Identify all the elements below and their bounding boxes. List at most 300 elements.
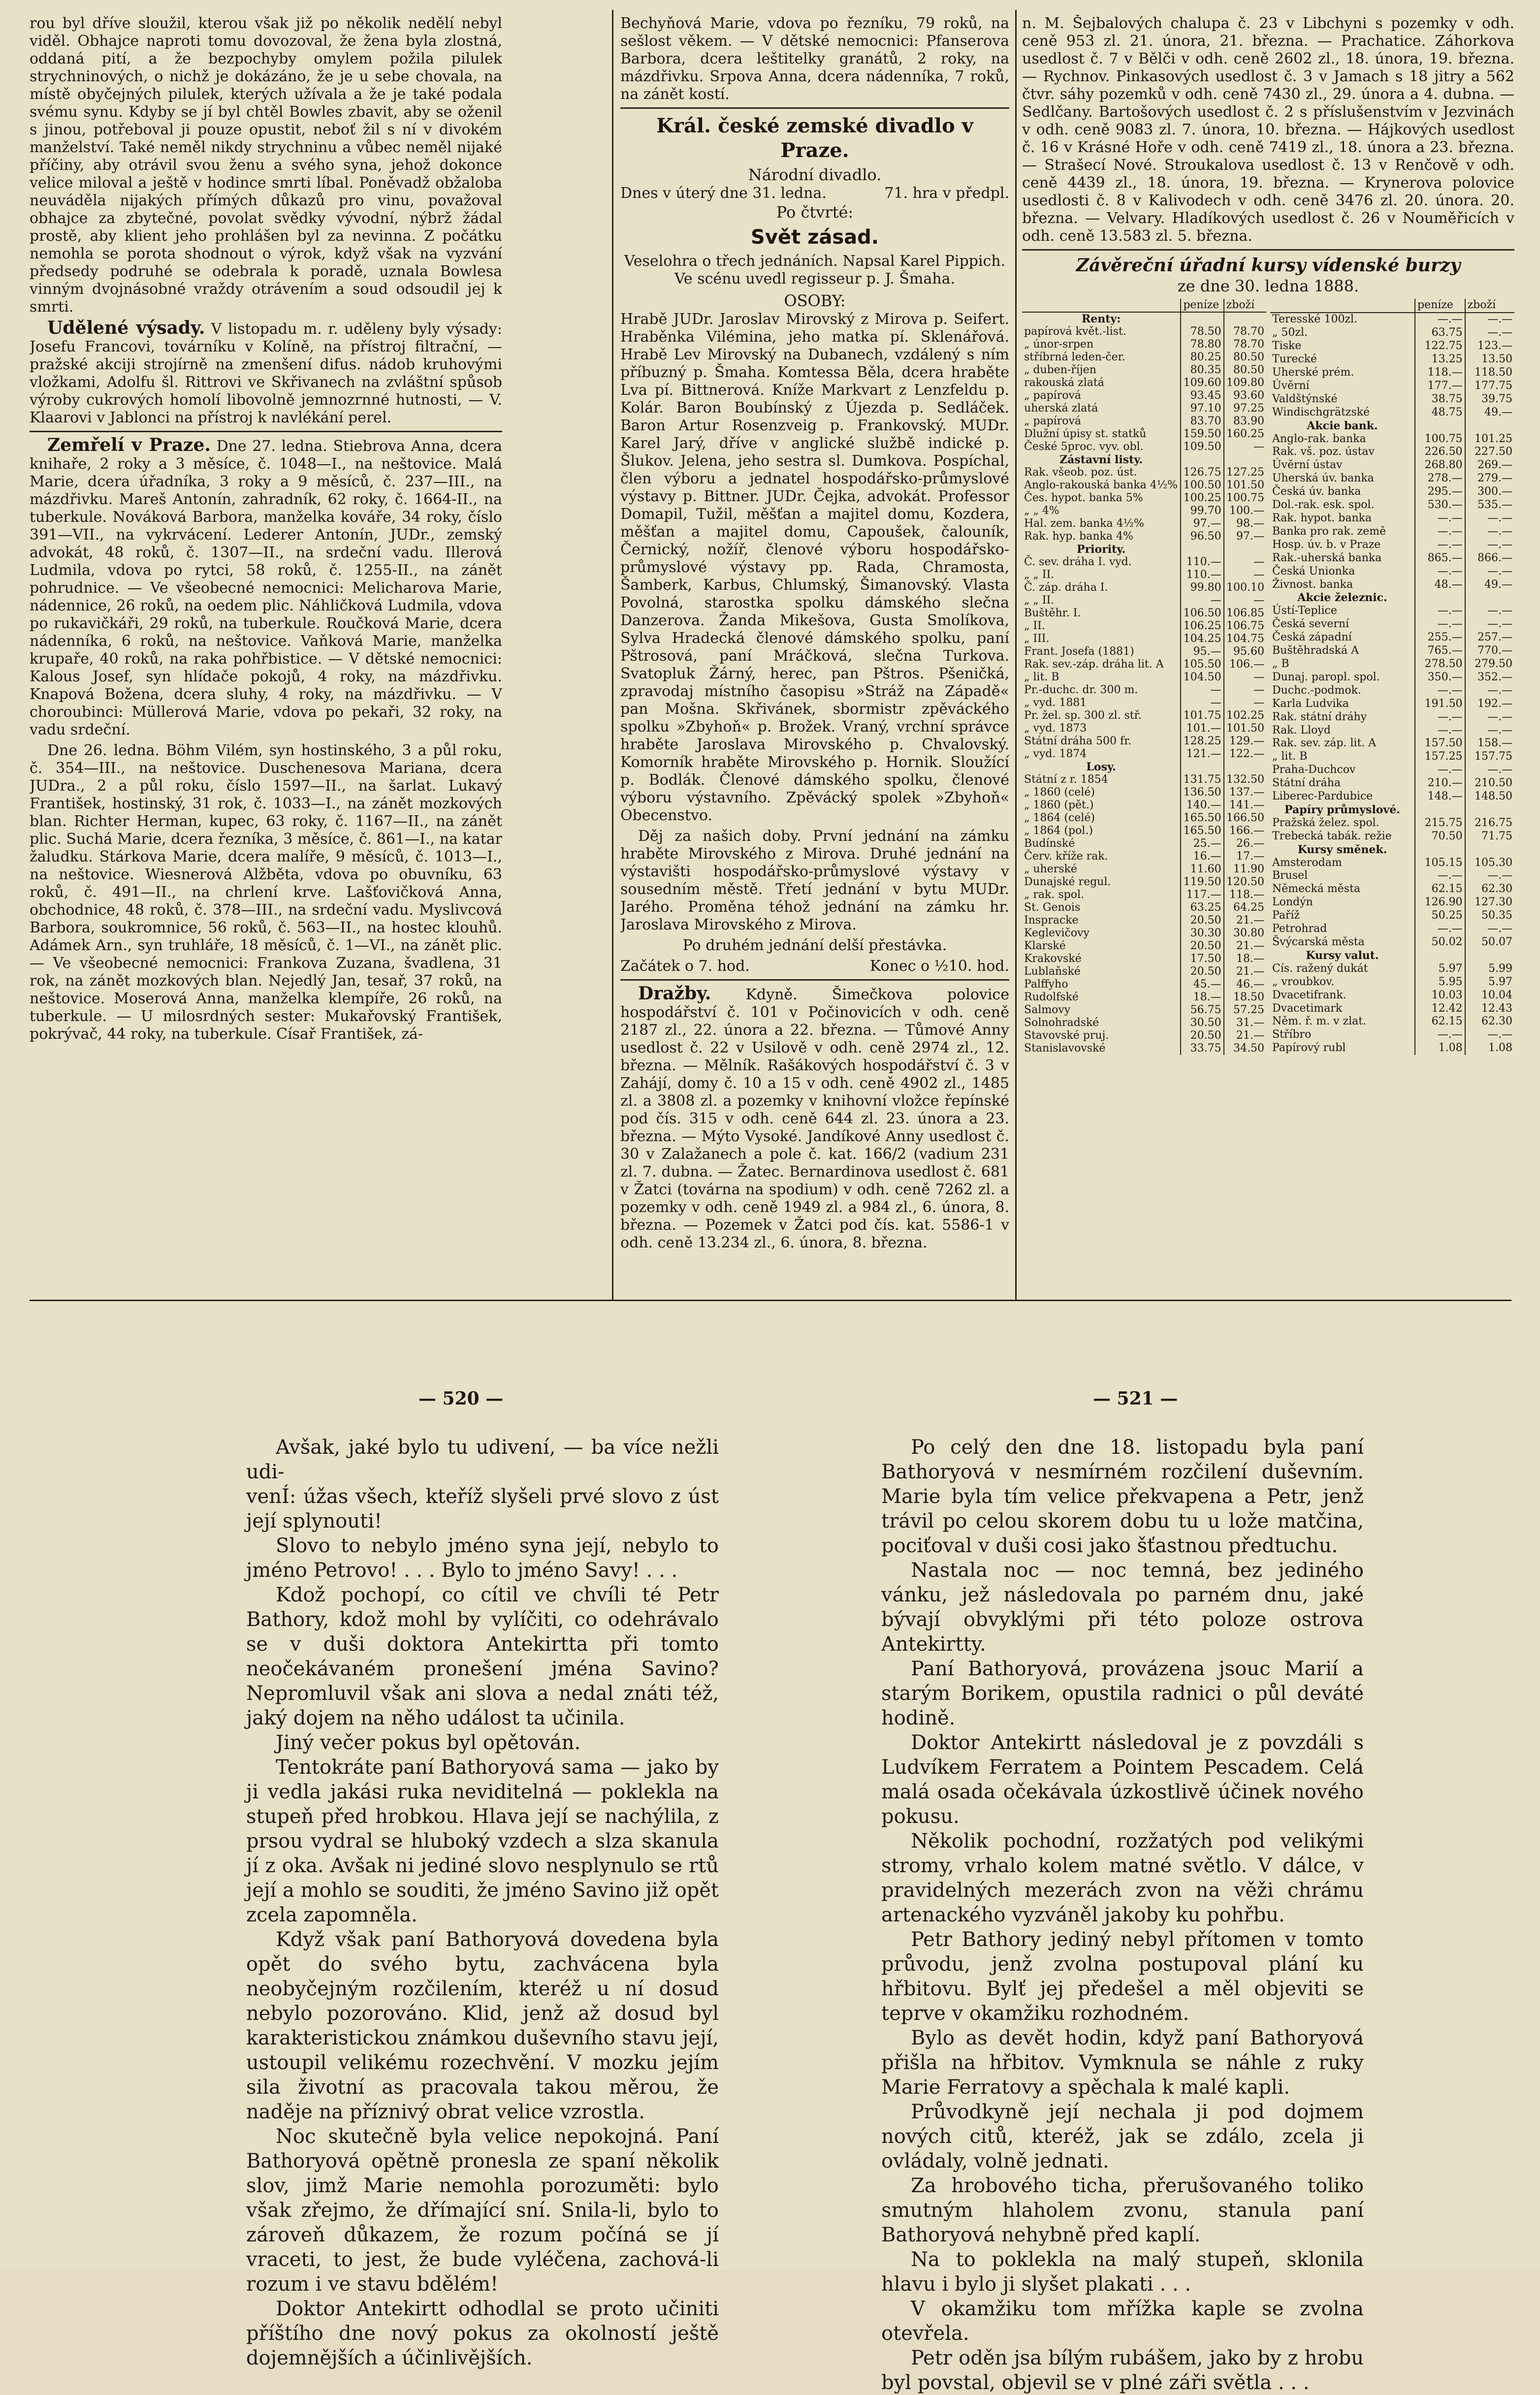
table-row (1022, 325, 1266, 338)
bid-price: 865.— (1415, 551, 1465, 565)
security-name: „ duben-říjen (1024, 364, 1096, 376)
ask-price: 62.30 (1465, 883, 1514, 896)
cast-heading: OSOBY: (784, 291, 846, 310)
bid-price: 165.50 (1181, 812, 1223, 825)
auctions-heading: Dražby. (638, 983, 711, 1004)
ask-price: 106.85 (1224, 607, 1266, 620)
bid-price: 530.— (1415, 499, 1465, 512)
table-row (1022, 505, 1266, 517)
security-name: Valdštýnské (1272, 392, 1338, 405)
ask-price: 166.50 (1224, 812, 1266, 825)
table-row (1270, 1028, 1514, 1042)
table-row (1022, 1017, 1266, 1029)
bid-price: 157.50 (1415, 737, 1465, 750)
table-row (1270, 737, 1514, 750)
ask-price: — (1224, 684, 1266, 697)
ask-price: —.— (1465, 710, 1514, 724)
table-row (1022, 709, 1266, 722)
security-name: „ lit. B (1024, 671, 1059, 683)
table-row (1270, 485, 1514, 499)
table-row (1022, 556, 1266, 569)
bid-price: 63.25 (1181, 901, 1223, 914)
security-name: Cís. ražený dukát (1272, 962, 1368, 975)
bid-price: 97.— (1181, 517, 1223, 530)
bid-price: —.— (1415, 710, 1465, 724)
page-number-right: — 521 — (1093, 1388, 1178, 1409)
table-row (1022, 863, 1266, 876)
ask-price: 118.— (1224, 889, 1266, 901)
ask-price: —.— (1465, 313, 1514, 326)
security-name: Dunajské regul. (1024, 876, 1111, 888)
table-row (1270, 551, 1514, 565)
table-row (1022, 312, 1266, 325)
ask-price: 30.80 (1224, 927, 1266, 940)
ask-price: 21.— (1224, 914, 1266, 927)
bid-price: 11.60 (1181, 863, 1223, 876)
security-name: „ 1860 (celé) (1024, 786, 1095, 798)
table-row (1270, 949, 1514, 962)
bid-price (1181, 543, 1223, 556)
column-header: zboží (1465, 299, 1514, 313)
ask-price: 49.— (1465, 578, 1514, 591)
bid-price: 350.— (1415, 671, 1465, 684)
table-row (1022, 991, 1266, 1004)
bid-price: 1.08 (1415, 1042, 1465, 1055)
security-name: Rudolfské (1024, 991, 1079, 1003)
ask-price: — (1224, 671, 1266, 684)
table-row (1022, 927, 1266, 940)
security-name: „ uherské (1024, 863, 1077, 875)
auctions-text: Kdyně. Šimečkova polovice hospodářství č. 101 v Počinovicích v odh. ceně 2187 zl., 22. února a 22. března. — Tůmové Anny usedlost č. 22 v Usilově v odh. ceně 2974 zl., 12. března. — Mělník. Rašákových hospodářství č. 3 v Zahájí, domy č. 10 a 15 v odh. ceně 4902 zl., 1485 zl. a 3808 zl. a pozemky v knihovní vložce řepínské pod čís. 315 v odh. ceně 644 zl. 23. února a 23. března. — Mýto Vysoké. Jandíkové Anny usedlost č. 30 v Zalažanech a pole č. kat. 166/2 (vadium 231 zl. 7. dubna. — Žatec. Bernardinova usedlost č. 681 v Žatci (továrna na spodium) v odh. ceně 7262 zl. a pozemky v odh. ceně 1949 zl. a 984 zl., 6. února, 8. března. — Pozemek v Žatci pod čís. kat. 5586-1 v odh. ceně 13.234 zl., 6. února, 8. března. (620, 986, 1009, 1251)
security-name: „ „ II. (1024, 594, 1055, 607)
ask-price: 227.50 (1465, 446, 1514, 459)
ask-price: 64.25 (1224, 901, 1266, 914)
ask-price: 101.25 (1465, 432, 1514, 446)
ask-price: 866.— (1465, 551, 1514, 565)
ask-price: 352.— (1465, 671, 1514, 684)
security-name: Uherské prém. (1272, 366, 1354, 379)
table-row (1022, 901, 1266, 914)
column-2 (620, 15, 1009, 1285)
security-name: Čes. hypot. banka 5% (1024, 492, 1143, 504)
table-row (1270, 419, 1514, 432)
security-name: „ III. (1024, 633, 1050, 645)
story-paragraph: Noc skutečně byla velice nepokojná. Paní Bathoryová opětně pronesla ze spaní několik slov, jimž Marie nemohla porozuměti: bylo však zřejmo, že dřímající sní. Snila-li, bylo to zároveň důkazem, že rozum počíná se jí vraceti, to jest, že bude vyléčena, zachová-li rozum i ve stavu bdělém! (246, 2125, 719, 2296)
story-paragraph: Několik pochodní, rozžatých pod velikými stromy, vrhalo kolem matné světlo. V dálce, v pravidelných mezerách zvon na věži chrámu artenackého vyzváněl jakoby ku pohřbu. (881, 1830, 1364, 1926)
table-row (1270, 697, 1514, 710)
ask-price: 50.07 (1465, 936, 1514, 949)
ask-price: 127.25 (1224, 466, 1266, 479)
timing-line (620, 958, 1009, 975)
table-row (1022, 377, 1266, 389)
security-name: Amsterodam (1272, 856, 1342, 869)
table-row (1022, 914, 1266, 927)
bid-price: 30.30 (1181, 927, 1223, 940)
ask-price: 158.— (1465, 737, 1514, 750)
bid-price: 80.35 (1181, 364, 1223, 377)
bid-price: 119.50 (1181, 876, 1223, 889)
bid-price: 80.25 (1181, 351, 1223, 364)
security-name: papírová květ.-list. (1024, 325, 1126, 338)
table-row (1270, 909, 1514, 923)
ask-price: 100.75 (1224, 492, 1266, 505)
security-name: Rak. Lloyd (1272, 724, 1331, 736)
bid-price (1415, 591, 1465, 605)
ask-price: —.— (1465, 684, 1514, 697)
ask-price: 177.75 (1465, 380, 1514, 393)
table-row (1022, 889, 1266, 901)
ask-price: 105.30 (1465, 856, 1514, 869)
security-name: Windischgrätzské (1272, 406, 1370, 418)
story-paragraph: Bylo as devět hodin, když paní Bathoryová přišla na hřbitov. Vymknula se náhle z ruky Marie Ferratovy a spěchala k malé kapli. (881, 2027, 1364, 2099)
security-name: Dvacetifrank. (1272, 989, 1347, 1001)
security-name: Palffyho (1024, 978, 1068, 990)
ask-price: 21.— (1224, 1029, 1266, 1042)
table-row (1270, 883, 1514, 896)
ask-price: —.— (1465, 869, 1514, 883)
security-name: Duchc.-podmok. (1272, 684, 1361, 697)
play-genre: Veselohra o třech jednáních. Napsal Karel Pippich. Ve scénu uvedl regisseur p. J. Šmaha. (624, 253, 1006, 287)
security-name: Akcie železnic. (1297, 591, 1387, 605)
ask-price: — (1224, 441, 1266, 453)
story-paragraph: Za hrobového ticha, přerušovaného toliko smutným hlaholem zvonu, stanula paní Bathoryová nehybně před kaplí. (881, 2174, 1364, 2246)
table-row (1270, 856, 1514, 869)
ask-price: 71.75 (1465, 830, 1514, 843)
divider (620, 979, 1009, 981)
ask-price: 137.— (1224, 786, 1266, 799)
bid-price: 20.50 (1181, 965, 1223, 978)
security-name: Keglevičovy (1024, 927, 1090, 939)
ask-price: 83.90 (1224, 415, 1266, 428)
ask-price: 148.50 (1465, 790, 1514, 803)
security-name: „ 1860 (pět.) (1024, 799, 1094, 811)
table-row (1022, 850, 1266, 863)
table-row (1270, 750, 1514, 764)
ask-price: —.— (1465, 525, 1514, 538)
scene-description: Děj za našich doby. První jednání na zámku hraběte Mirovského z Mirova. Druhé jednání na výstavišti hospodářsko-průmyslové výstavy v sousedním městě. Třetí jednání v bytu MUDr. Jarého. Proměna téhož jednání na zámku hr. Jaroslava Mirovského z Mirova. (620, 828, 1009, 933)
table-row (1022, 594, 1266, 607)
table-row (1022, 479, 1266, 492)
security-name: „ vyd. 1874 (1024, 748, 1087, 760)
bid-price: —.— (1415, 869, 1465, 883)
deaths-text-1: Dne 27. ledna. Stiebrova Anna, dcera knihaře, 2 roky a 3 měsíce, č. 1048—I., na neštovice. Malá Marie, dcera úřadníka, 3 roky a 9 měsíců, č. 237—III., na mázdřivku. Mareš Antonín, zahradník, 62 roky, č. 1664-II., na tuberkule. Nováková Barbora, manželka kováře, 34 roky, číslo 391—VII., na vykrvácení. Lederer Antonín, JUDr., zemský advokát, 48 roků, č. 1307—II., na srdeční vadu. Illerová Ludmila, vdova po rytci, 58 roků, č. 1255-II., na zánět pohrudnice. — Ve všeobecné nemocnici: Melicharova Marie, nádennice, 26 roků, na oedem plic. Náhličková Ludmila, vdova po rukavičkáři, 29 roků, na tuberkule. Roučková Marie, dcera nádenníka, 6 roků, na neštovice. Vaňková Marie, manželka krupaře, 40 roků, na raka pohřbistice. — V dětské nemocnici: Kalous Josef, syn hlídače pokojů, 4 roky, na mázdřivku. Knapová Božena, dcera sluhy, 4 roky, na mázdřivku. — V choroubinci: Müllerová Marie, vdova po pekaři, 32 roky, na vadu srdeční. (30, 438, 502, 738)
table-row (1270, 340, 1514, 353)
table-row (1270, 565, 1514, 578)
ask-price: 257.— (1465, 631, 1514, 644)
table-row (1270, 684, 1514, 697)
bid-price: 95.— (1181, 645, 1223, 658)
bid-price: 126.90 (1415, 896, 1465, 909)
bid-price: —.— (1415, 684, 1465, 697)
security-name: Petrohrad (1272, 923, 1327, 935)
bid-price: —.— (1415, 1028, 1465, 1042)
bid-price (1415, 419, 1465, 432)
bid-price: 62.15 (1415, 883, 1465, 896)
ask-price: 210.50 (1465, 777, 1514, 790)
bid-price: 78.80 (1181, 338, 1223, 351)
ask-price: 46.— (1224, 978, 1266, 991)
table-row (1270, 313, 1514, 326)
security-name: Č. sev. dráha I. vyd. (1024, 556, 1132, 568)
security-name: České 5proc. vyv. obl. (1024, 441, 1144, 453)
ask-price: 62.30 (1465, 1015, 1514, 1028)
table-row (1022, 569, 1266, 581)
bid-price: 97.10 (1181, 402, 1223, 415)
security-name: „ vyd. 1881 (1024, 697, 1087, 709)
ask-price: 100.10 (1224, 581, 1266, 594)
security-name: Priority. (1077, 543, 1126, 556)
security-name: Inspracke (1024, 914, 1079, 926)
security-name: uherská zlatá (1024, 402, 1098, 415)
table-row (1022, 1029, 1266, 1042)
table-row (1270, 1002, 1514, 1015)
table-row (1022, 697, 1266, 709)
story-paragraph: Doktor Antekirtt následoval je z povzdáli s Ludvíkem Ferratem a Pointem Pescadem. Celá malá osada očekávala úzkostlivě účinek nového pokusu. (881, 1731, 1364, 1828)
ask-price: —.— (1465, 538, 1514, 551)
bid-price (1415, 843, 1465, 856)
bid-price: 140.— (1181, 799, 1223, 812)
table-row (1022, 543, 1266, 556)
bid-price: —.— (1415, 764, 1465, 777)
security-name: „ papírová (1024, 389, 1082, 402)
ask-price: 122.— (1224, 748, 1266, 761)
ask-price (1224, 453, 1266, 466)
security-name: Hal. zem. banka 4½% (1024, 517, 1144, 530)
bid-price: 191.50 (1415, 697, 1465, 710)
table-row (1022, 620, 1266, 633)
table-row (1270, 843, 1514, 856)
table-row (1022, 338, 1266, 351)
stock-table-left (1022, 299, 1266, 1055)
security-name: Rak. hyp. banka 4% (1024, 530, 1133, 543)
security-name: Dvacetimark (1272, 1002, 1343, 1015)
bid-price: —.— (1415, 618, 1465, 631)
security-name: Solnohradské (1024, 1017, 1099, 1029)
table-row (1270, 962, 1514, 975)
security-name: „ II. (1024, 620, 1045, 632)
ask-price: 18.— (1224, 953, 1266, 965)
security-name: „ papírová (1024, 415, 1082, 427)
bid-price: 121.— (1181, 748, 1223, 761)
table-row (1270, 605, 1514, 618)
security-name: Praha-Duchcov (1272, 764, 1356, 776)
security-name: Státní z r. 1854 (1024, 773, 1108, 786)
ask-price: 132.50 (1224, 773, 1266, 786)
table-row (1270, 816, 1514, 830)
table-row (1270, 459, 1514, 472)
bid-price: 226.50 (1415, 446, 1465, 459)
bid-price: 18.— (1181, 991, 1223, 1004)
table-row (1270, 975, 1514, 989)
bid-price: 12.42 (1415, 1002, 1465, 1015)
table-row (1270, 644, 1514, 658)
story-paragraph: Jiný večer pokus byl opětován. (276, 1731, 581, 1754)
ask-price (1465, 591, 1514, 605)
ask-price: 97.— (1224, 530, 1266, 543)
ask-price: 279.— (1465, 472, 1514, 485)
security-name: Ústí-Teplice (1272, 605, 1337, 617)
bid-price: 5.95 (1415, 975, 1465, 989)
bid-price: 210.— (1415, 777, 1465, 790)
bid-price: 93.45 (1181, 389, 1223, 402)
table-row (1022, 773, 1266, 786)
security-name: „ „ II. (1024, 569, 1055, 581)
table-row (1022, 389, 1266, 402)
story-paragraph: venÍ: úžas všech, kteříž slyšeli prvé slovo z úst její splynouti! (246, 1485, 719, 1533)
security-name: Anglo-rak. banka (1272, 432, 1366, 445)
security-name: Rak. sev.-záp. dráha lit. A (1024, 658, 1164, 671)
table-row (1270, 512, 1514, 525)
bid-price: 78.50 (1181, 325, 1223, 338)
page-number-left: — 520 — (418, 1388, 504, 1409)
bid-price: 5.97 (1415, 962, 1465, 975)
table-row (1270, 777, 1514, 790)
security-name: Papírový rubl (1272, 1042, 1346, 1054)
bid-price: 56.75 (1181, 1004, 1223, 1017)
bid-price (1181, 453, 1223, 466)
table-row (1022, 658, 1266, 671)
security-name: Rak. vš. poz. ústav (1272, 446, 1375, 458)
table-row (1022, 492, 1266, 505)
awards-heading: Udělené výsady. (47, 318, 205, 338)
story-paragraph: Petr Bathory jediný nebyl přítomen v tomto průvodu, jenž zvolna postupoval plání ku hřbitovu. Bylť jej předešel a měl objeviti se teprve v okamžiku rozhodném. (881, 1928, 1364, 2025)
bid-price: —.— (1415, 525, 1465, 538)
story-paragraph: Paní Bathoryová, provázena jsouc Marií a starým Borikem, opustila radnici o půl deváté hodině. (881, 1658, 1364, 1729)
security-name: stříbrná leden-čer. (1024, 351, 1125, 363)
security-name: Anglo-rakouská banka 4½% (1024, 479, 1178, 491)
ask-price: 5.97 (1465, 975, 1514, 989)
ask-price: 106.— (1224, 658, 1266, 671)
deaths-continued: Bechyňová Marie, vdova po řezníku, 79 roků, na sešlost věkem. — V dětské nemocnici: Pfanserova Barbora, dcera leštitelky granátů, 2 roky, na mázdřivku. Srpova Anna, dcera nádenníka, 7 roků, na zánět kostí. (620, 15, 1009, 103)
column-header (1270, 299, 1415, 313)
table-row (1022, 671, 1266, 684)
table-row (1022, 441, 1266, 453)
security-name: Červ. kříže rak. (1024, 850, 1108, 862)
ask-price: 98.— (1224, 517, 1266, 530)
story-paragraph: Petr oděn jsa bílým rubášem, jako by z hrobu byl povstal, objevil se v plné záři světla . . . (881, 2347, 1364, 2394)
security-name: Česká úv. banka (1272, 485, 1361, 498)
column-header: peníze (1415, 299, 1465, 313)
cast-list: Hrabě JUDr. Jaroslav Mirovský z Mirova p. Seifert. Hraběnka Vilémina, jeho matka pí. Sklenářová. Hrabě Lev Mirovský na Dubanech, vzdálený s ním příbuzný p. Šmaha. Komtessa Běla, dcera hraběte Lva pí. Bittnerová. Kníže Markvart z Lenzfeldu p. Kolár. Baron Boubínský z Újezda p. Sedláček. Baron Artur Rosenzveig p. Frankovský. MUDr. Karel Jarý, dříve v anglické službě indické p. Šlukov. Jelena, jeho sestra sl. Dumkova. Pospíchal, člen výboru a jednatel hospodářsko-průmyslové výstavy p. Bittner. JUDr. Čejka, advokát. Professor Domapil, Tužil, měšťan a majitel domu, Kozdera, měšťan a majitel domu, Capoušek, čalouník, Černický, nožíř, členové výboru hospodářsko-průmyslové výstavy pp. Rada, Chramosta, Šamberk, Karbus, Chlumský, Šimanovský. Vlasta Povolná, starostka spolku dámského slečna Danzerova. Žanda Mikešova, Gusta Smolíkova, Sylva Hradecká členové dámského spolku, paní Pštrosová, paní Mráčková, slečna Turkova. Svatopluk Žárný, herec, pan Pštros. Pšeničká, zpravodaj místního časopisu »Stráž na Západě« pan Mošna. Skřivánek, sbormistr zpěváckého spolku »Zbyhoň« p. Brožek. Vraný, vrchní správce hraběte Jaroslava Mirovského p. Chvalovský. Komorník hraběte Mirovského p. Hornik. Sloužící p. Bodlák. Členové dámského spolku, členové výboru výstavního. Zpěvácký spolek »Zbyhoň« Obecenstvo. (620, 311, 1009, 824)
bid-price: 63.75 (1415, 326, 1465, 340)
theatre-subtitle: Národní divadlo. (748, 165, 882, 184)
security-name: Úvěrní (1272, 379, 1310, 392)
table-row (1022, 735, 1266, 748)
security-name: Salmovy (1024, 1004, 1071, 1016)
ask-price: 5.99 (1465, 962, 1514, 975)
ask-price: 10.04 (1465, 989, 1514, 1002)
security-name: Zástavní listy. (1059, 453, 1143, 466)
table-row (1022, 978, 1266, 991)
bid-price: 110.— (1181, 556, 1223, 569)
ask-price: 21.— (1224, 965, 1266, 978)
bid-price: 99.70 (1181, 505, 1223, 517)
table-row (1270, 432, 1514, 446)
table-row (1270, 869, 1514, 883)
story-left (246, 1435, 719, 2369)
security-name: Lublaňské (1024, 965, 1081, 978)
story-paragraph: Tentokráte paní Bathoryová sama — jako by ji vedla jakási ruka neviditelná — poklekla na stupeň před hrobkou. Hlava její se nachýlila, z prsou vydral se hluboký vzdech a slza skanula jí z oka. Avšak ni jediné slovo nesplynulo se rtů její a mohlo se souditi, že jméno Savino již opět zcela zapomněla. (246, 1756, 719, 1926)
security-name: „ „ 4% (1024, 505, 1059, 517)
story-paragraph: V okamžiku tom mřížka kaple se zvolna otevřela. (881, 2298, 1364, 2345)
story-paragraph: Slovo to nebylo jméno syna její, nebylo to jméno Petrovo! . . . Bylo to jméno Savy! . . . (246, 1534, 719, 1582)
security-name: Rak. hypot. banka (1272, 512, 1372, 525)
story-paragraph: Po celý den dne 18. listopadu byla paní Bathoryová v nesmírném rozčilení duševním. Marie byla tím velice překvapena a Petr, jenž trávil po celou skorem dobu tu u lože matčina, pociťoval v duši cosi jako šťastnou předtuchu. (881, 1436, 1364, 1557)
table-row (1022, 965, 1266, 978)
bid-price (1181, 312, 1223, 325)
security-name: Česká severní (1272, 618, 1349, 631)
security-name: Buštěhradská A (1272, 644, 1359, 657)
table-row (1270, 671, 1514, 684)
security-name: Trebecká tabák. režie (1272, 830, 1392, 842)
ask-price: 12.43 (1465, 1002, 1514, 1015)
theatre-title: Král. české zemské divadlo v Praze. (656, 114, 973, 162)
deaths-text-2: Dne 26. ledna. Böhm Vilém, syn hostinského, 3 a půl roku, č. 354—III., na neštovice. Duschenesova Mariana, dcera JUDra., 2 a půl roku, číslo 1597—II., na šarlat. Lukavý František, hostinský, 31 rok, č. 1033—I., na zánět mozkových blan. Richter Herman, kupec, 63 roky, č. 1167—II., na zánět plic. Suchá Marie, dcera řezníka, 3 měsíce, č. 861—I., na katar žaludku. Stárkova Marie, dcera malíře, 9 měsíců, č. 1013—I., na neštovice. Wiesnerová Alžběta, vdova po obuvníku, 63 roků, č. 491—II., na chrlení krve. Lašťovičková Anna, obchodnice, 48 roků, č. 378—III., na srdeční vadu. Myslivcová Barbora, soukromnice, 56 roků, č. 563—II., na hostec klouhů. Adámek Arn., syn truhláře, 18 měsíců, č. 1—VI., na zánět plic. — Ve všeobecné nemocnici: Frankova Zuzana, švadlena, 31 rok, na zánět mozkových blan. Nejedlý Jan, tesař, 37 roků, na neštovice. Moserová Anna, manželka klempíře, 26 roků, na tuberkule. — U milosrdných sester: Mukařovský František, pokrývač, 44 roky, na tuberkule. Císař František, zá- (30, 742, 502, 1043)
story-paragraph: Nastala noc — noc temná, bez jediného vánku, jež následovala po parném dnu, jaké bývají obvyklými při této poloze ostrova Antekirtty. (881, 1559, 1364, 1656)
bid-price: 255.— (1415, 631, 1465, 644)
table-row (1022, 1004, 1266, 1017)
table-row (1270, 578, 1514, 591)
bid-price: 101.75 (1181, 709, 1223, 722)
ask-price (1224, 312, 1266, 325)
bid-price: — (1181, 684, 1223, 697)
ask-price (1224, 761, 1266, 773)
bid-price (1415, 803, 1465, 817)
story-paragraph: Na to poklekla na malý stupeň, sklonila hlavu i bylo ji slyšet plakati . . . (881, 2248, 1364, 2296)
ask-price: 11.90 (1224, 863, 1266, 876)
security-name: Akcie bank. (1307, 419, 1378, 432)
table-row (1270, 618, 1514, 631)
security-name: „ B (1272, 657, 1289, 670)
bid-price: 109.60 (1181, 377, 1223, 389)
ask-price: 34.50 (1224, 1042, 1266, 1055)
table-row (1270, 658, 1514, 671)
table-row (1022, 645, 1266, 658)
table-row (1270, 591, 1514, 605)
ask-price: 1.08 (1465, 1042, 1514, 1055)
table-row (1270, 366, 1514, 380)
ask-price (1465, 419, 1514, 432)
security-name: „ únor-srpen (1024, 338, 1094, 351)
security-name: Tiske (1272, 340, 1302, 352)
ask-price: — (1224, 697, 1266, 709)
column-3 (1022, 15, 1514, 1285)
bid-price: —.— (1415, 512, 1465, 525)
bid-price: 100.50 (1181, 479, 1223, 492)
table-row (1022, 351, 1266, 364)
ask-price (1465, 843, 1514, 856)
ask-price: 80.50 (1224, 364, 1266, 377)
bid-price: 148.— (1415, 790, 1465, 803)
table-row (1270, 724, 1514, 737)
ask-price: 535.— (1465, 499, 1514, 512)
bid-price: 117.— (1181, 889, 1223, 901)
security-name: Renty: (1081, 313, 1121, 325)
ask-price: —.— (1465, 724, 1514, 737)
ask-price: 104.75 (1224, 633, 1266, 645)
bid-price: 101.— (1181, 722, 1223, 735)
bid-price: 105.50 (1181, 658, 1223, 671)
bid-price: 33.75 (1181, 1042, 1223, 1055)
bid-price (1415, 949, 1465, 962)
table-row (1022, 761, 1266, 773)
security-name: Buštěhr. I. (1024, 607, 1081, 619)
divider (1022, 249, 1514, 251)
ask-price: 26.— (1224, 837, 1266, 850)
performance-count: Po čtvrté: (776, 203, 854, 222)
table-row (1022, 799, 1266, 812)
security-name: Frant. Josefa (1881) (1024, 645, 1134, 658)
